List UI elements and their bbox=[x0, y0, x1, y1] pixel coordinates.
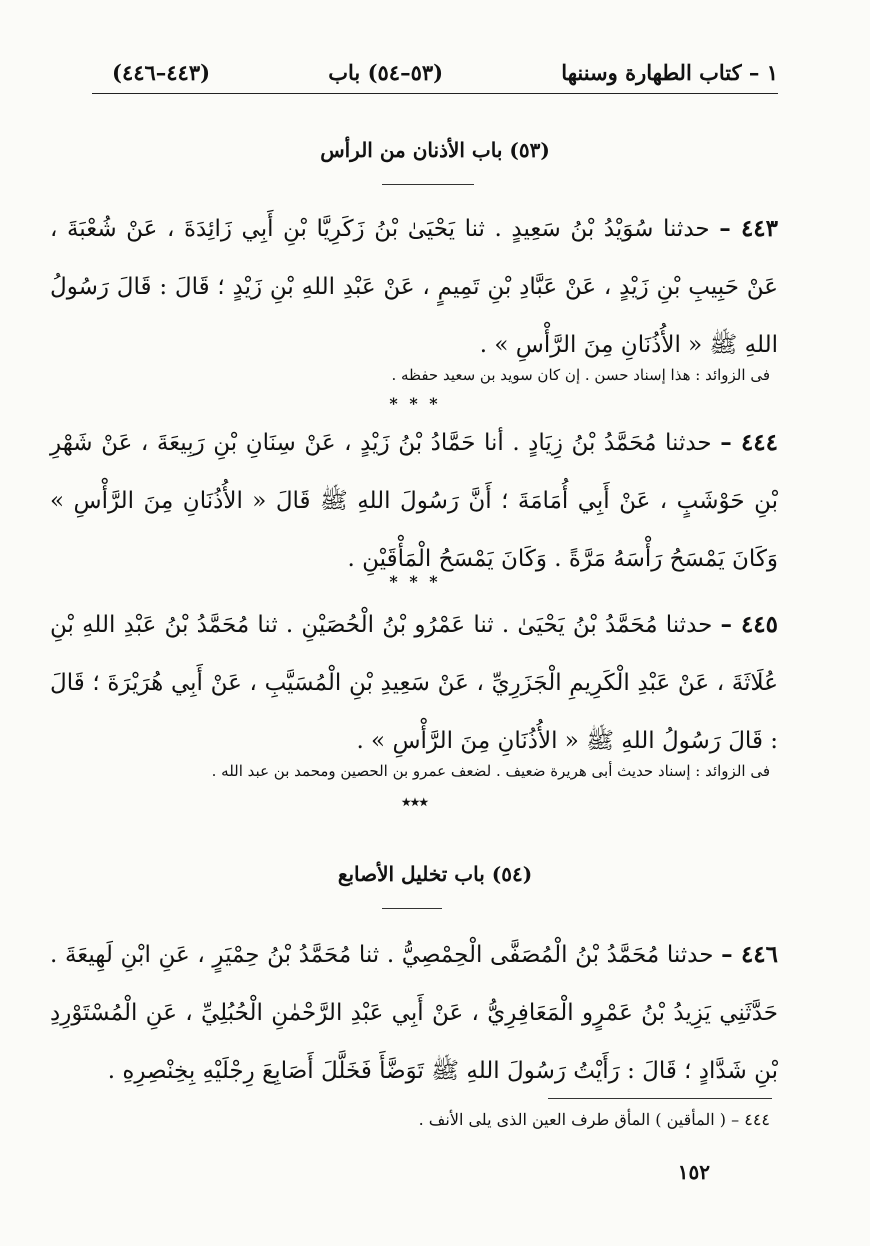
chapter-53-rule bbox=[382, 184, 474, 185]
footnote-rule bbox=[548, 1098, 772, 1099]
header-rule bbox=[92, 93, 778, 94]
section-separator: * * * bbox=[389, 394, 441, 413]
hadith-text: حدثنا مُحَمَّدُ بْنُ زِيَادٍ . أنا حَمَّادُ بْنُ زَيْدٍ ، عَنْ سِنَانِ بْنِ رَبِيعَةَ ، عَنْ شَهْرِ بْنِ حَوْشَبٍ ، عَنْ أَبِي أُمَامَةَ ؛ أَنَّ رَسُولَ اللهِ ﷺ قَالَ « الأُذُنَانِ مِنَ الرَّأْسِ » وَكَانَ يَمْسَحُ رَأْسَهُ مَرَّةً . وَكَانَ يَمْسَحُ الْمَأْقَيْنِ . bbox=[50, 430, 778, 572]
hadith-443-note: فى الزوائد : هذا إسناد حسن . إن كان سويد بن سعيد حفظه . bbox=[391, 366, 770, 384]
hadith-444 bbox=[50, 414, 778, 588]
hadith-number: ٤٤٦ – bbox=[721, 941, 778, 968]
hadith-number: ٤٤٣ – bbox=[719, 215, 779, 242]
header-book-title: ١ – كتاب الطهارة وسننها bbox=[561, 59, 778, 85]
hadith-443 bbox=[50, 200, 778, 374]
hadith-text: حدثنا مُحَمَّدُ بْنُ يَحْيَىٰ . ثنا عَمْرُو بْنُ الْحُصَيْنِ . ثنا مُحَمَّدُ بْنُ عَبْدِ اللهِ بْنِ عُلَاثَةَ ، عَنْ عَبْدِ الْكَرِيمِ الْجَزَرِيِّ ، عَنْ سَعِيدِ بْنِ الْمُسَيَّبِ ، عَنْ أَبِي هُرَيْرَةَ ؛ قَالَ : قَالَ رَسُولُ اللهِ ﷺ « الأُذُنَانِ مِنَ الرَّأْسِ » . bbox=[50, 612, 778, 754]
hadith-text: حدثنا سُوَيْدُ بْنُ سَعِيدٍ . ثنا يَحْيَىٰ بْنُ زَكَرِيَّا بْنِ أَبِي زَائِدَةَ ، عَنْ شُعْبَةَ ، عَنْ حَبِيبِ بْنِ زَيْدٍ ، عَنْ عَبَّادِ بْنِ تَمِيمٍ ، عَنْ عَبْدِ اللهِ بْنِ زَيْدٍ ؛ قَالَ : قَالَ رَسُولُ اللهِ ﷺ « الأُذُنَانِ مِنَ الرَّأْسِ » . bbox=[50, 216, 778, 358]
chapter-54-title: (٥٤) باب تخليل الأصابع bbox=[337, 862, 533, 886]
chapter-53-title: (٥٣) باب الأذنان من الرأس bbox=[320, 138, 550, 162]
header-hadith-range: (٤٤٣–٤٤٦) bbox=[112, 59, 211, 85]
running-header bbox=[112, 52, 778, 92]
section-separator: * * * bbox=[389, 572, 441, 591]
footnote: ٤٤٤ – ( المأقين ) المأق طرف العين الذى يلى الأنف . bbox=[418, 1110, 770, 1129]
hadith-number: ٤٤٥ – bbox=[720, 611, 778, 638]
hadith-text: حدثنا مُحَمَّدُ بْنُ الْمُصَفَّى الْحِمْصِيُّ . ثنا مُحَمَّدُ بْنُ حِمْيَرٍ ، عَنِ ابْنِ لَهِيعَةَ . حَدَّثَنِي يَزِيدُ بْنُ عَمْرٍو الْمَعَافِرِيُّ ، عَنْ أَبِي عَبْدِ الرَّحْمٰنِ الْحُبُلِيِّ ، عَنِ الْمُسْتَوْرِدِ بْنِ شَدَّادٍ ؛ قَالَ : رَأَيْتُ رَسُولَ اللهِ ﷺ تَوَضَّأَ فَخَلَّلَ أَصَابِعَ رِجْلَيْهِ بِخِنْصِرِهِ . bbox=[50, 942, 778, 1084]
section-separator: ٭٭٭ bbox=[401, 792, 429, 811]
hadith-446 bbox=[50, 926, 778, 1100]
page-number: ١٥٢ bbox=[677, 1160, 710, 1184]
chapter-54-rule bbox=[382, 908, 442, 909]
hadith-number: ٤٤٤ – bbox=[720, 429, 778, 456]
hadith-445 bbox=[50, 596, 778, 770]
header-chapter-range: (٥٣–٥٤) باب bbox=[328, 59, 444, 85]
hadith-445-note: فى الزوائد : إسناد حديث أبى هريرة ضعيف . لضعف عمرو بن الحصين ومحمد بن عبد الله . bbox=[211, 762, 770, 780]
